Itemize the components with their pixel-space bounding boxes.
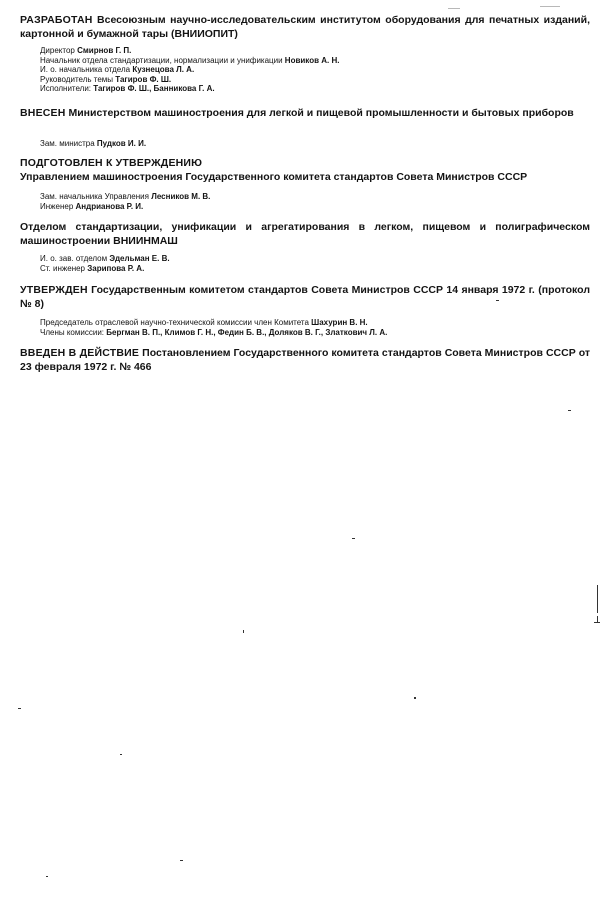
staff-name: Кузнецова Л. А.	[132, 65, 195, 75]
staff-line	[40, 202, 580, 212]
section-text: Отделом стандартизации, унификации и агрегатирования в легком, пищевом и полиграфическом машиностроении ВНИИНМАШ	[20, 221, 590, 247]
scan-artifact	[46, 876, 48, 877]
staff-line	[40, 84, 580, 94]
section-introduced-by	[20, 107, 590, 121]
staff-name: Зарипова Р. А.	[87, 263, 145, 273]
scan-artifact	[120, 754, 122, 755]
section-introduced-by-staff	[40, 139, 580, 149]
staff-line	[40, 56, 580, 66]
scan-artifact	[352, 538, 355, 539]
staff-role: Председатель отраслевой научно-технической комиссии член Комитета	[40, 318, 309, 327]
section-caption: ВВЕДЕН В ДЕЙСТВИЕ	[20, 347, 140, 359]
staff-name: Андрианова Р. И.	[75, 201, 144, 211]
staff-name: Смирнов Г. П.	[77, 46, 132, 55]
section-prepared-by	[20, 157, 590, 184]
scan-artifact	[243, 630, 244, 633]
staff-line	[40, 318, 580, 328]
section-approved-staff	[40, 318, 580, 337]
staff-name: Тагиров Ф. Ш.	[115, 74, 172, 84]
staff-role: Начальник отдела стандартизации, нормализации и унификации	[40, 55, 283, 65]
staff-role: Зам. министра	[40, 139, 95, 148]
staff-role: Ст. инженер	[40, 263, 86, 273]
staff-name: Новиков А. Н.	[284, 55, 340, 65]
section-department	[20, 221, 590, 248]
scan-artifact	[568, 410, 571, 411]
section-caption: РАЗРАБОТАН	[20, 14, 93, 26]
section-department-staff	[40, 254, 580, 273]
staff-role: И. о. зав. отделом	[40, 254, 108, 263]
scan-artifact	[496, 300, 499, 301]
staff-name: Тагиров Ф. Ш., Банникова Г. А.	[93, 84, 215, 94]
staff-line	[40, 328, 580, 338]
staff-name: Эдельман Е. В.	[109, 254, 170, 263]
scan-artifact	[18, 708, 21, 709]
staff-line	[40, 254, 580, 264]
section-developed-by-staff	[40, 46, 580, 94]
scan-artifact	[448, 8, 460, 9]
staff-name: Пудков И. И.	[96, 139, 147, 148]
section-caption: ПОДГОТОВЛЕН К УТВЕРЖДЕНИЮ	[20, 157, 203, 169]
staff-role: Инженер	[40, 201, 74, 211]
staff-line	[40, 264, 580, 274]
staff-line	[40, 75, 580, 85]
staff-name: Шахурин В. Н.	[311, 318, 368, 327]
staff-line	[40, 139, 580, 149]
scan-artifact	[540, 6, 560, 7]
staff-name: Бергман В. П., Климов Г. Н., Федин Б. В., Доляков В. Г., Златкович Л. А.	[106, 327, 388, 337]
section-caption: УТВЕРЖДЕН	[20, 284, 88, 296]
section-caption: ВНЕСЕН	[20, 107, 66, 119]
section-enacted	[20, 347, 590, 374]
section-text: Министерством машиностроения для легкой и пищевой промышленности и бытовых приборов	[68, 107, 574, 119]
staff-role: Руководитель темы	[40, 74, 114, 84]
section-text: Всесоюзным научно-исследовательским институтом оборудования для печатных изданий, картонной и бумажной тары (ВНИИОПИТ)	[20, 14, 590, 40]
scan-artifact	[597, 616, 598, 622]
staff-line	[40, 65, 580, 75]
staff-role: Исполнители:	[40, 84, 92, 94]
staff-line	[40, 46, 580, 56]
staff-role: Зам. начальника Управления	[40, 192, 149, 201]
staff-role: И. о. начальника отдела	[40, 65, 131, 75]
scan-artifact	[180, 860, 183, 861]
section-approved	[20, 284, 590, 311]
section-prepared-by-staff	[40, 192, 580, 211]
staff-line	[40, 192, 580, 202]
staff-name: Лесников М. В.	[151, 192, 211, 201]
scan-artifact	[594, 622, 600, 623]
section-text: Управлением машиностроения Государственного комитета стандартов Совета Министров СССР	[20, 170, 528, 183]
scan-artifact	[597, 585, 598, 613]
section-text: Государственным комитетом стандартов Совета Министров СССР 14 января 1972 г. (протокол № 8)	[20, 284, 590, 310]
staff-role: Директор	[40, 46, 75, 55]
section-developed-by	[20, 14, 590, 41]
staff-role: Члены комиссии:	[40, 327, 105, 337]
scan-artifact	[414, 697, 416, 699]
section-text: Постановлением Государственного комитета стандартов Совета Министров СССР от 23 февраля 1972 г. № 466	[20, 347, 591, 373]
